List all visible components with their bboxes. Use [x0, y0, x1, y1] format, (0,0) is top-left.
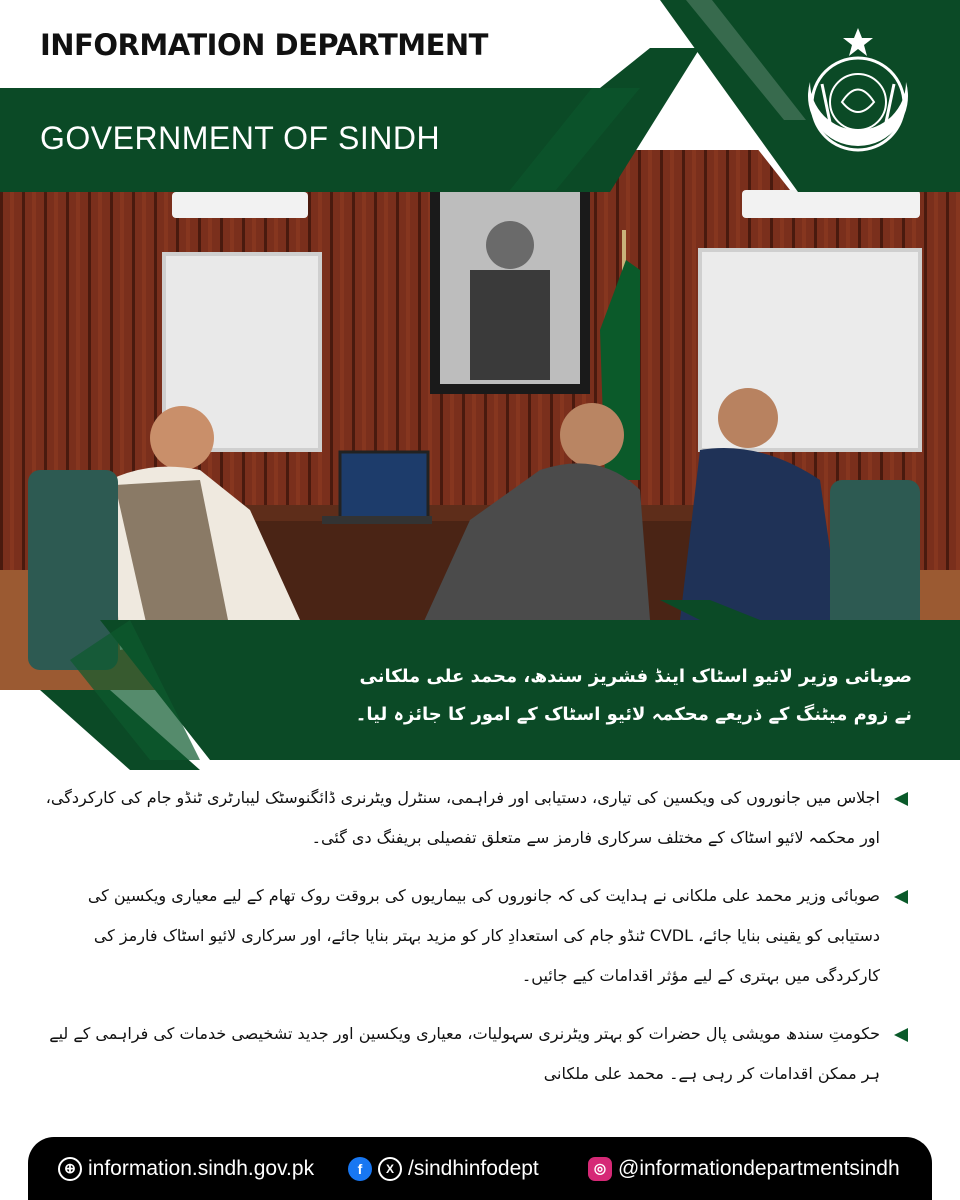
- arrow-bullet-icon: [894, 890, 908, 904]
- website-link[interactable]: [58, 1137, 314, 1200]
- facebook-icon: f: [348, 1157, 372, 1181]
- bullet-text: حکومتِ سندھ مویشی پال حضرات کو بہتر ویٹرنری سہولیات، معیاری ویکسین اور جدید تشخیصی خدمات کی فراہمی کے لیے ہر ممکن اقدامات کر رہی ہے۔ محمد علی ملکانی: [49, 1024, 880, 1083]
- globe-icon: ⊕: [58, 1157, 82, 1181]
- website-text: information.sindh.gov.pk: [88, 1156, 315, 1180]
- arrow-bullet-icon: [894, 1028, 908, 1042]
- bullet-text: صوبائی وزیر محمد علی ملکانی نے ہدایت کی کہ جانوروں کی بیماریوں کی بروقت روک تھام کے لیے معیاری ویکسین کی دستیابی کو یقینی بنایا جائے، CVDL ٹنڈو جام کی استعدادِ کار کو مزید بہتر بنایا جائے، اور سرکاری لائیو اسٹاک فارمز کی کارکردگی میں بہتری کے لیے مؤثر اقدامات کیے جائیں۔: [87, 886, 880, 985]
- bullet-item: [30, 1014, 910, 1094]
- instagram-icon: ◎: [588, 1157, 612, 1181]
- footer-bar: [28, 1137, 932, 1200]
- caption-line-2: نے زوم میٹنگ کے ذریعے محکمہ لائیو اسٹاک کے امور کا جائزہ لیا۔: [355, 704, 912, 725]
- government-title: GOVERNMENT OF SINDH: [40, 120, 441, 156]
- arrow-bullet-icon: [894, 792, 908, 806]
- department-title: INFORMATION DEPARTMENT: [40, 28, 488, 62]
- instagram-text: @informationdepartmentsindh: [618, 1156, 900, 1180]
- caption-text: [352, 658, 912, 734]
- caption-line-1: صوبائی وزیر لائیو اسٹاک اینڈ فشریز سندھ، محمد علی ملکانی: [359, 666, 912, 687]
- bullet-list: [30, 778, 910, 1112]
- instagram-link[interactable]: [588, 1137, 900, 1200]
- bullet-text: اجلاس میں جانوروں کی ویکسین کی تیاری، دستیابی اور فراہمی، سنٹرل ویٹرنری ڈائگنوسٹک لیبارٹری ٹنڈو جام کی کارکردگی، اور محکمہ لائیو اسٹاک کے مختلف سرکاری فارمز سے متعلق تفصیلی بریفنگ دی گئی۔: [45, 788, 880, 847]
- social-link[interactable]: [348, 1137, 539, 1200]
- bullet-item: [30, 876, 910, 996]
- social-text: /sindhinfodept: [408, 1156, 539, 1180]
- x-icon: X: [378, 1157, 402, 1181]
- bullet-item: [30, 778, 910, 858]
- emblem-logo: [792, 22, 924, 172]
